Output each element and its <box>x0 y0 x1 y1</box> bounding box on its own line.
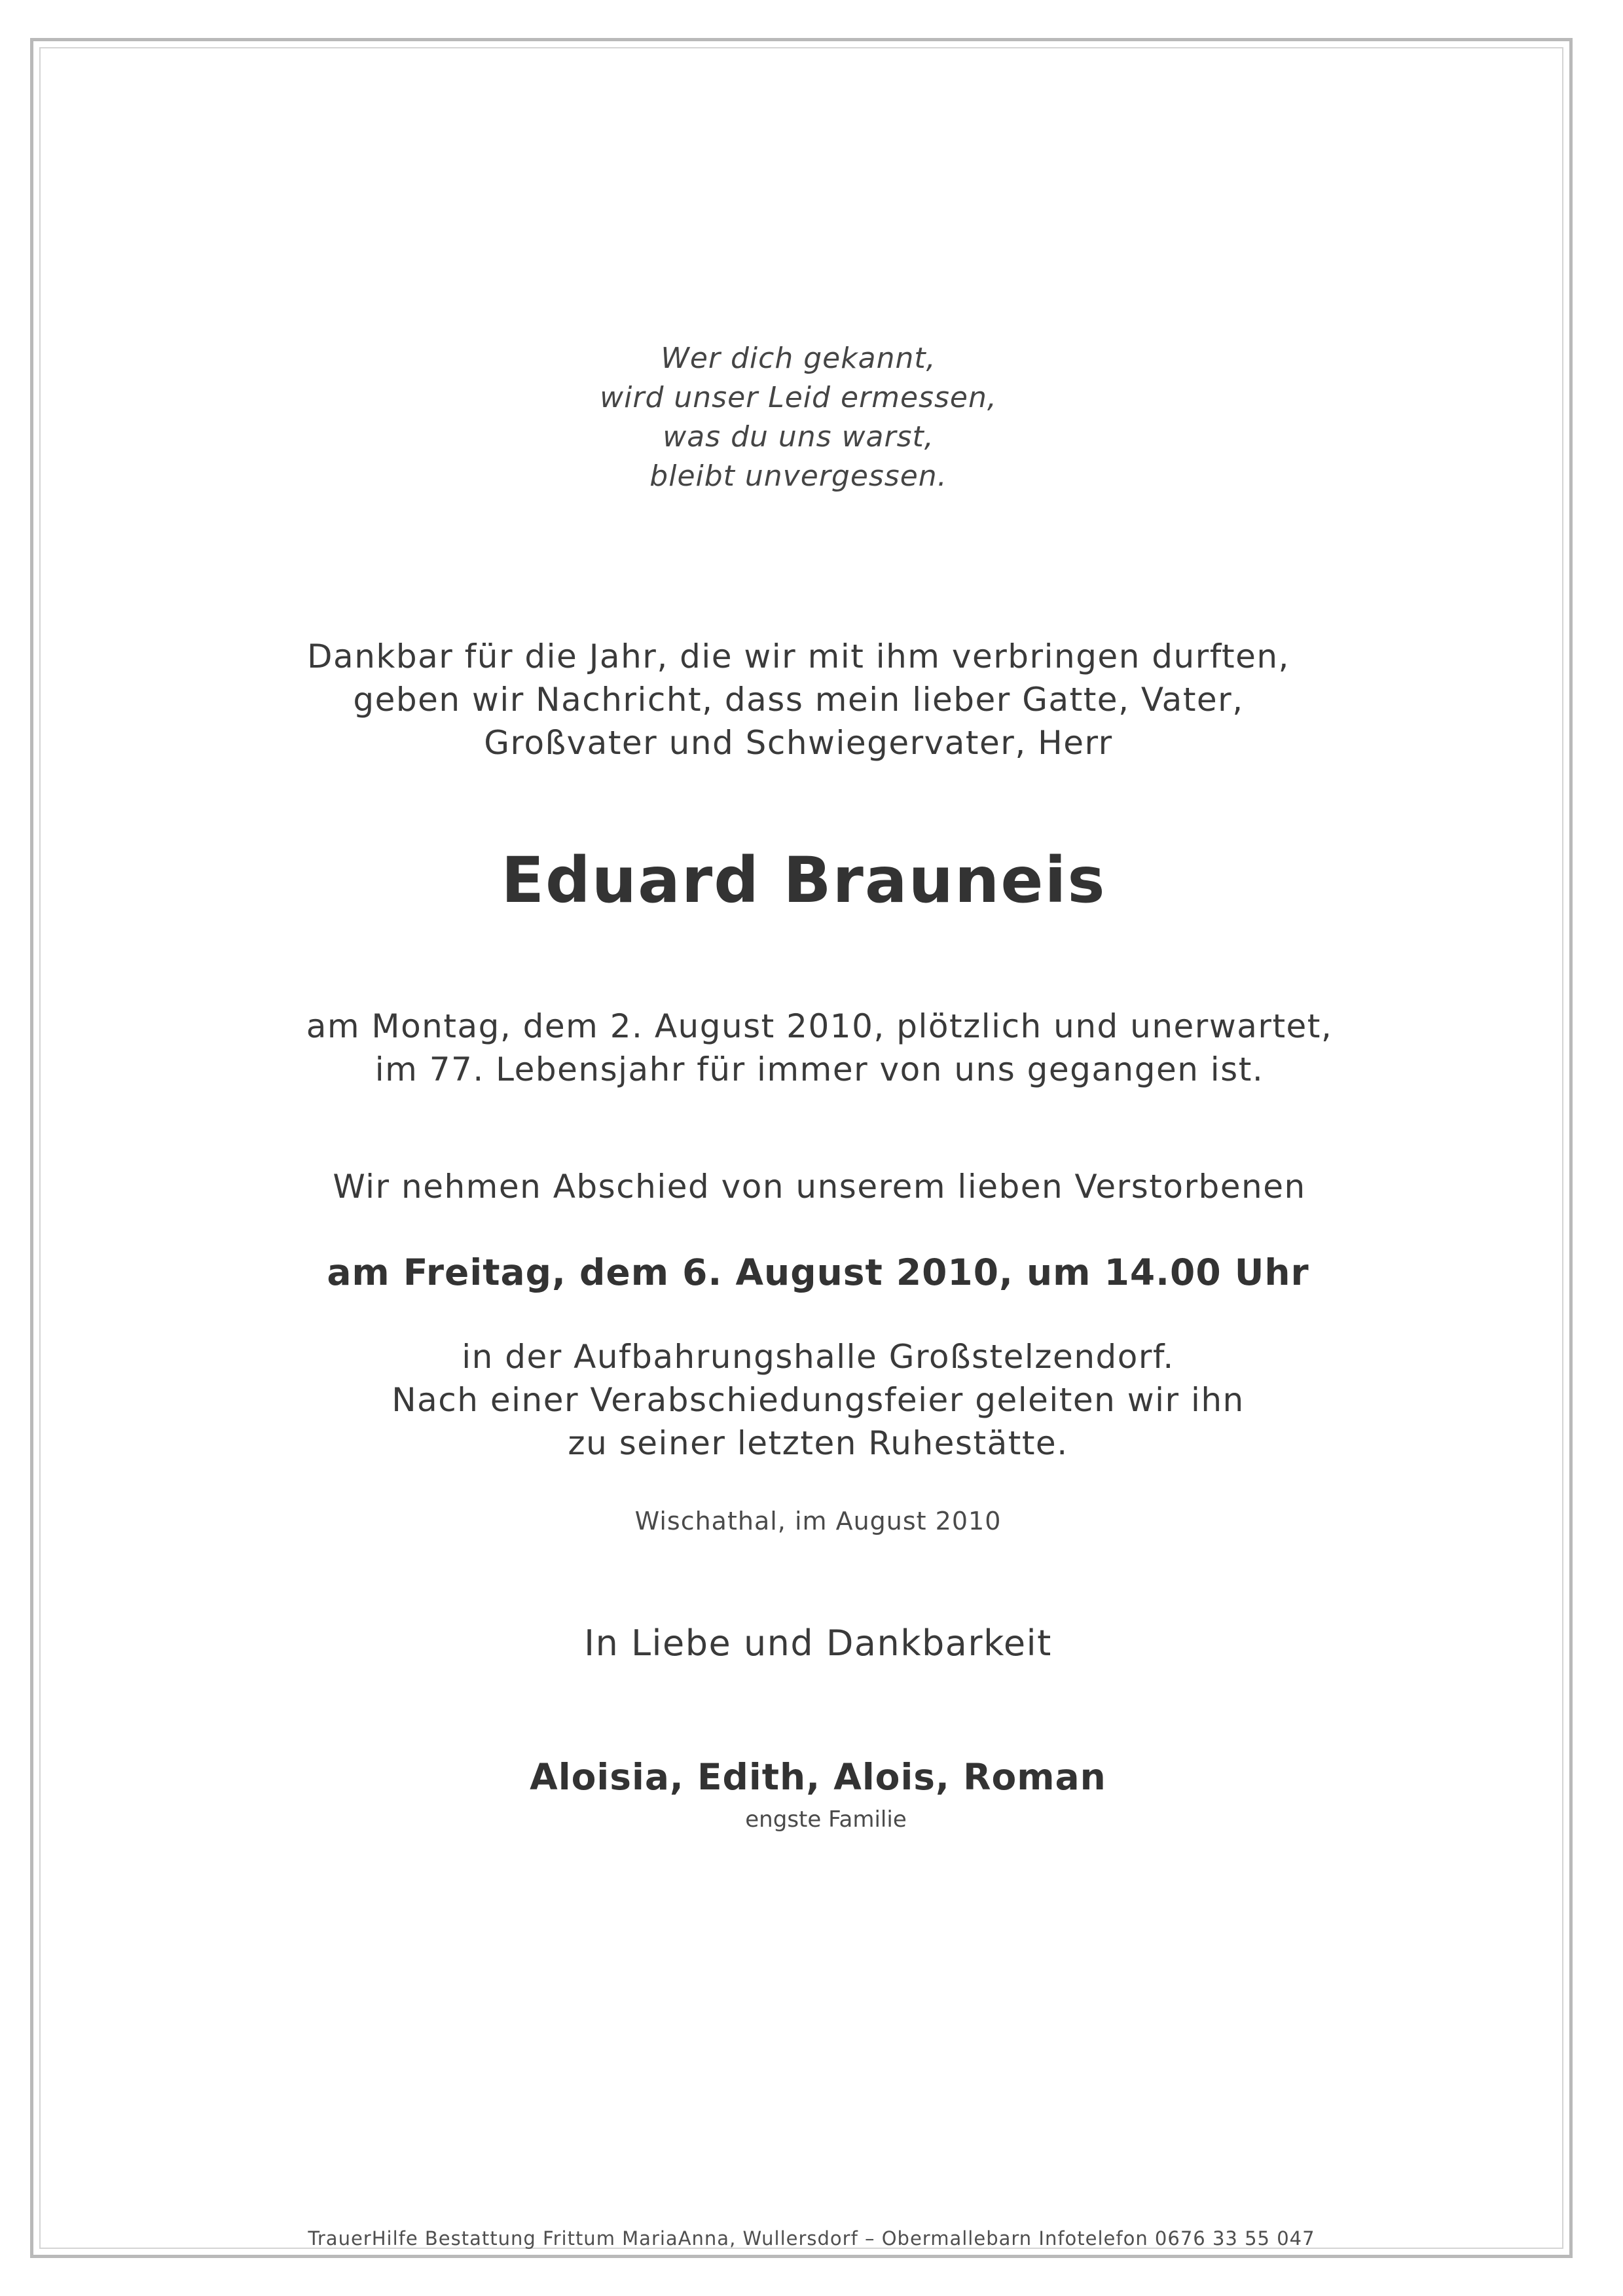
verse-line: bleibt unvergessen. <box>649 459 947 493</box>
death-notice <box>8 1005 1623 1091</box>
death-notice-line: im 77. Lebensjahr für immer von uns gegangen ist. <box>374 1050 1264 1088</box>
death-notice-line: am Montag, dem 2. August 2010, plötzlich und unerwartet, <box>306 1007 1333 1045</box>
family-subtitle: engste Familie <box>745 1806 907 1833</box>
place-and-date: Wischathal, im August 2010 <box>634 1507 1002 1535</box>
verse-line: Wer dich gekannt, <box>661 342 936 375</box>
location-line: Nach einer Verabschiedungsfeier geleiten wir ihn <box>392 1381 1245 1419</box>
deceased-name: Eduard Brauneis <box>501 844 1106 917</box>
intro-line: Dankbar für die Jahr, die wir mit ihm verbringen durften, <box>307 637 1290 675</box>
ceremony-location <box>7 1335 1623 1465</box>
verse-line: wird unser Leid ermessen, <box>600 381 997 414</box>
closing-phrase: In Liebe und Dankbarkeit <box>584 1623 1052 1664</box>
memorial-verse <box>0 339 1610 496</box>
farewell-statement: Wir nehmen Abschied von unserem lieben Verstorbenen <box>333 1168 1306 1206</box>
location-line: in der Aufbahrungshalle Großstelzendorf. <box>462 1338 1175 1376</box>
announcement-intro <box>0 635 1610 764</box>
ceremony-datetime: am Freitag, dem 6. August 2010, um 14.00 Uhr <box>327 1251 1309 1293</box>
intro-line: geben wir Nachricht, dass mein lieber Gatte, Vater, <box>353 681 1244 719</box>
family-names: Aloisia, Edith, Alois, Roman <box>530 1756 1106 1798</box>
location-line: zu seiner letzten Ruhestätte. <box>568 1424 1068 1462</box>
funeral-home-footer: TrauerHilfe Bestattung Frittum MariaAnna, Wullersdorf – Obermallebarn Infotelefon 0676 33 55 047 <box>308 2227 1315 2250</box>
verse-line: was du uns warst, <box>663 420 934 454</box>
intro-line: Großvater und Schwiegervater, Herr <box>484 724 1113 762</box>
